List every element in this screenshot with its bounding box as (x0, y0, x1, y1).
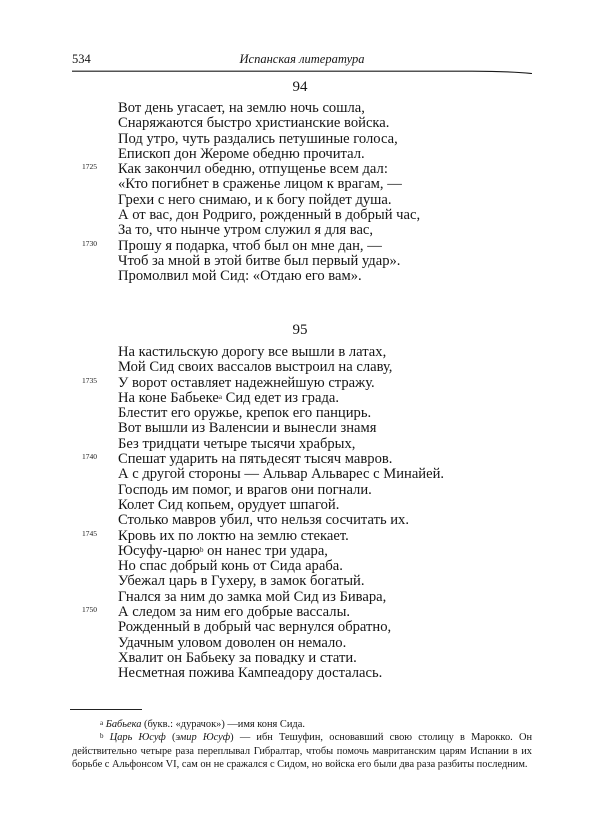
verse-line (118, 147, 558, 162)
verse-text: А с другой стороны — Альвар Альварес с Минайей. (118, 466, 445, 483)
verse-line (118, 498, 558, 513)
verse-line (118, 391, 558, 406)
verse-line (118, 116, 558, 131)
verse-text: Вот вышли из Валенсии и вынесли знамя (118, 420, 377, 437)
footnote-text: ) — ибн Тешуфин, основавший свою столицу в Марокко. Он действительно четыре раза переплывал Гибралтар, чтобы помочь мавританским царям Испании в их борьбе с Альфонсом VI, сам он не сражался с Сидом, но войска его были два раза разбиты последним. (72, 732, 533, 771)
verse-line (82, 604, 558, 621)
verse-line (118, 345, 558, 360)
verse-line (118, 269, 558, 284)
verse-line (82, 374, 558, 391)
verse-text: Кровь их по локтю на землю стекает. (118, 527, 349, 544)
verse-text: Убежал царь в Гухеру, в замок богатый. (118, 573, 365, 590)
verse-text: Несметная пожива Кампеадору досталась. (118, 665, 383, 682)
verse-text: Под утро, чуть раздались петушиные голоса, (118, 130, 398, 147)
verse-line (118, 360, 558, 375)
line-number: 1735 (82, 375, 97, 385)
verse-text-continued: он нанес три удара, (203, 542, 328, 559)
verse-text: Вот день угасает, на землю ночь сошла, (118, 100, 365, 116)
verse-text: На коне Бабьеке (118, 389, 219, 406)
verse-text: А от вас, дон Родриго, рожденный в добрый час, (118, 207, 421, 224)
verse-text: Господь им помог, и врагов они погнали. (118, 481, 372, 498)
verse-text: Столько мавров убил, что нельзя сосчитать их. (118, 512, 410, 529)
section-number-95: 95 (292, 322, 308, 338)
verse-text: Колет Сид копьем, орудует шпагой. (118, 496, 340, 513)
verse-text: Грехи с него снимаю, и к богу пойдет душа. (118, 191, 392, 208)
page-number: 534 (72, 52, 91, 66)
verse-text: Без тридцати четыре тысячи храбрых, (118, 435, 356, 452)
verse-text: Снаряжаются быстро христианские войска. (118, 115, 390, 132)
verse-text: Епископ дон Жероме обедню прочитал. (118, 145, 365, 162)
verse-text: «Кто погибнет в сраженье лицом к врагам, — (118, 176, 402, 193)
verse-text: Гнался за ним до замка мой Сид из Бивара, (118, 588, 387, 605)
verse-line (82, 161, 558, 178)
verse-line (118, 636, 558, 651)
verse-text: Рожденный в добрый час вернулся обратно, (118, 619, 392, 636)
section-number-94: 94 (292, 79, 308, 95)
line-number: 1730 (82, 238, 97, 248)
verse-line (118, 574, 558, 589)
verse-text: За то, что нынче утром служил я для вас, (118, 222, 374, 239)
verse-text: Мой Сид своих вассалов выстроил на славу, (118, 359, 393, 376)
verse-line (118, 620, 558, 635)
footnote-term-alt: эмир Юсуф (175, 732, 231, 744)
footnotes (72, 718, 532, 772)
verse-text: Хвалит он Бабьеку за повадку и стати. (118, 649, 357, 666)
footnote-separator (70, 709, 142, 710)
verse-text: Прошу я подарка, чтоб был он мне дан, — (118, 237, 382, 254)
verse-line (118, 193, 558, 208)
verse-text: Но спас добрый конь от Сида араба. (118, 558, 343, 575)
verse-text: Как закончил обедню, отпущенье всем дал: (118, 161, 388, 178)
footnote-text: (букв.: «дурачок») —имя коня Сида. (141, 719, 305, 730)
verse-line (118, 544, 558, 559)
stanza-94 (82, 100, 558, 285)
verse-line (118, 132, 558, 147)
verse-text: На кастильскую дорогу все вышли в латах, (118, 344, 387, 360)
running-head (72, 52, 532, 70)
verse-line (118, 666, 558, 681)
footnote-mark: a (100, 719, 104, 727)
verse-line (118, 208, 558, 223)
verse-line (82, 527, 558, 544)
verse-text: Спешат ударить на пятьдесят тысяч мавров. (118, 451, 393, 468)
verse-line (118, 483, 558, 498)
verse-line (118, 406, 558, 421)
verse-line (118, 467, 558, 482)
verse-line (118, 590, 558, 605)
verse-line (118, 651, 558, 666)
verse-text: Блестит его оружье, крепок его панцирь. (118, 405, 372, 422)
verse-line (118, 437, 558, 452)
verse-line (118, 513, 558, 528)
verse-line (118, 101, 558, 116)
verse-text: Промолвил мой Сид: «Отдаю его вам». (118, 268, 362, 285)
verse-line (82, 451, 558, 468)
verse-line (118, 177, 558, 192)
verse-line (82, 237, 558, 254)
footnote-a (72, 718, 532, 731)
footnote-term: Бабьека (105, 719, 142, 730)
verse-line (118, 421, 558, 436)
stanza-95 (82, 344, 558, 682)
verse-line (118, 254, 558, 269)
verse-text: У ворот оставляет надежнейшую стражу. (118, 374, 375, 391)
line-number: 1745 (82, 528, 97, 538)
header-rule (72, 70, 532, 74)
line-number: 1740 (82, 452, 97, 462)
footnote-reference[interactable]: b (199, 545, 204, 554)
footnote-paren: ( (165, 732, 176, 744)
footnote-term: Царь Юсуф (109, 732, 166, 744)
line-number: 1750 (82, 605, 97, 615)
line-number: 1725 (82, 162, 97, 172)
footnote-reference[interactable]: a (218, 392, 222, 401)
verse-text: Удачным уловом доволен он немало. (118, 634, 347, 651)
verse-text-continued: Сид едет из града. (221, 389, 339, 406)
footnote-mark: b (100, 732, 104, 741)
footnote-b (72, 731, 532, 771)
verse-line (118, 223, 558, 238)
verse-line (118, 559, 558, 574)
verse-text: Юсуфу-царю (118, 542, 200, 559)
verse-text: Чтоб за мной в этой битве был первый удар». (118, 252, 401, 269)
verse-text: А следом за ним его добрые вассалы. (118, 604, 351, 621)
running-title: Испанская литература (239, 52, 365, 66)
